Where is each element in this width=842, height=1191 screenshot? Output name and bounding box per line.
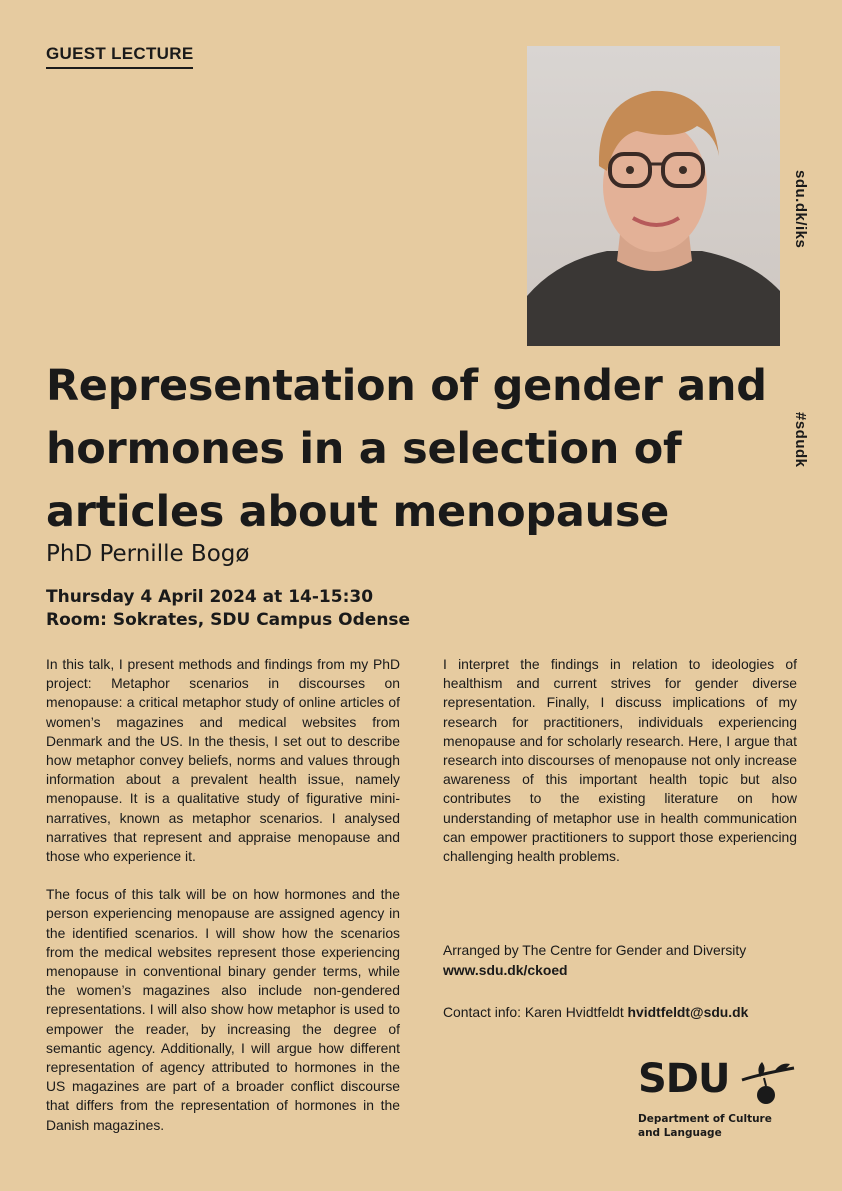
sdu-logo-text: SDU xyxy=(638,1056,730,1102)
arranged-text: Arranged by The Centre for Gender and Diversity xyxy=(443,942,747,958)
arranged-by xyxy=(443,940,797,980)
speaker-photo xyxy=(527,46,780,346)
contact-label: Contact info: Karen Hvidtfeldt xyxy=(443,1004,624,1020)
event-details xyxy=(46,586,410,632)
speaker-name: PhD Pernille Bogø xyxy=(46,541,250,567)
body-right-column xyxy=(443,655,797,885)
body-paragraph-2: The focus of this talk will be on how hormones and the person experiencing menopause are assigned agency in the identified scenarios. I will show how the scenarios from the medical websites represent those experiencing menopause in conventional binary gender terms, while the women’s magazines also include non-gendered representations. I will also show how metaphor is used to empower the reader, by increasing the degree of semantic agency. Additionally, I will argue how different representation of agency attributed to hormones in the US magazines are part of a broader conflict discourse that differs from the representation of hormones in the Danish magazines. xyxy=(46,886,400,1133)
arranged-link[interactable]: www.sdu.dk/ckoed xyxy=(443,962,568,978)
department-line-1: Department of Culture xyxy=(638,1113,772,1125)
guest-lecture-tag: GUEST LECTURE xyxy=(46,44,193,69)
event-date: Thursday 4 April 2024 at 14-15:30 xyxy=(46,587,374,607)
contact-email[interactable]: hvidtfeldt@sdu.dk xyxy=(627,1004,749,1020)
sdu-url-side: sdu.dk/iks xyxy=(792,170,809,249)
hashtag-side: #sdudk xyxy=(792,412,809,468)
lecture-title: Representation of gender and hormones in a selection of articles about menopause xyxy=(46,361,767,537)
department-name xyxy=(638,1112,798,1140)
sdu-logo xyxy=(638,1056,798,1156)
contact-info xyxy=(443,1004,797,1020)
department-line-2: and Language xyxy=(638,1127,722,1139)
body-left-column xyxy=(46,655,400,1154)
event-room: Room: Sokrates, SDU Campus Odense xyxy=(46,610,411,630)
body-paragraph-1: In this talk, I present methods and findings from my PhD project: Metaphor scenarios in discourses on menopause: a critical metaphor study of online articles of women’s magazines and medical websites from Denmark and the US. In the thesis, I set out to describe how metaphor convey beliefs, norms and values through information about a prevalent health issue, namely menopause. It is a qualitative study of figurative mini-narratives, known as metaphor scenarios. I analysed narratives that represent and appraise menopause and those who experience it. xyxy=(46,656,400,865)
body-paragraph-3: I interpret the findings in relation to ideologies of healthism and current strives for gender diverse representation. Finally, I discuss implications of my research for practitioners, individuals experiencing menopause and for scholarly research. Here, I argue that research into discourses of menopause not only increase awareness of this important health topic but also contributes to the existing literature on how understanding of metaphor use in health communication can empower practitioners to support those experiencing challenging health problems. xyxy=(443,656,797,865)
apple-branch-icon xyxy=(740,1060,796,1106)
